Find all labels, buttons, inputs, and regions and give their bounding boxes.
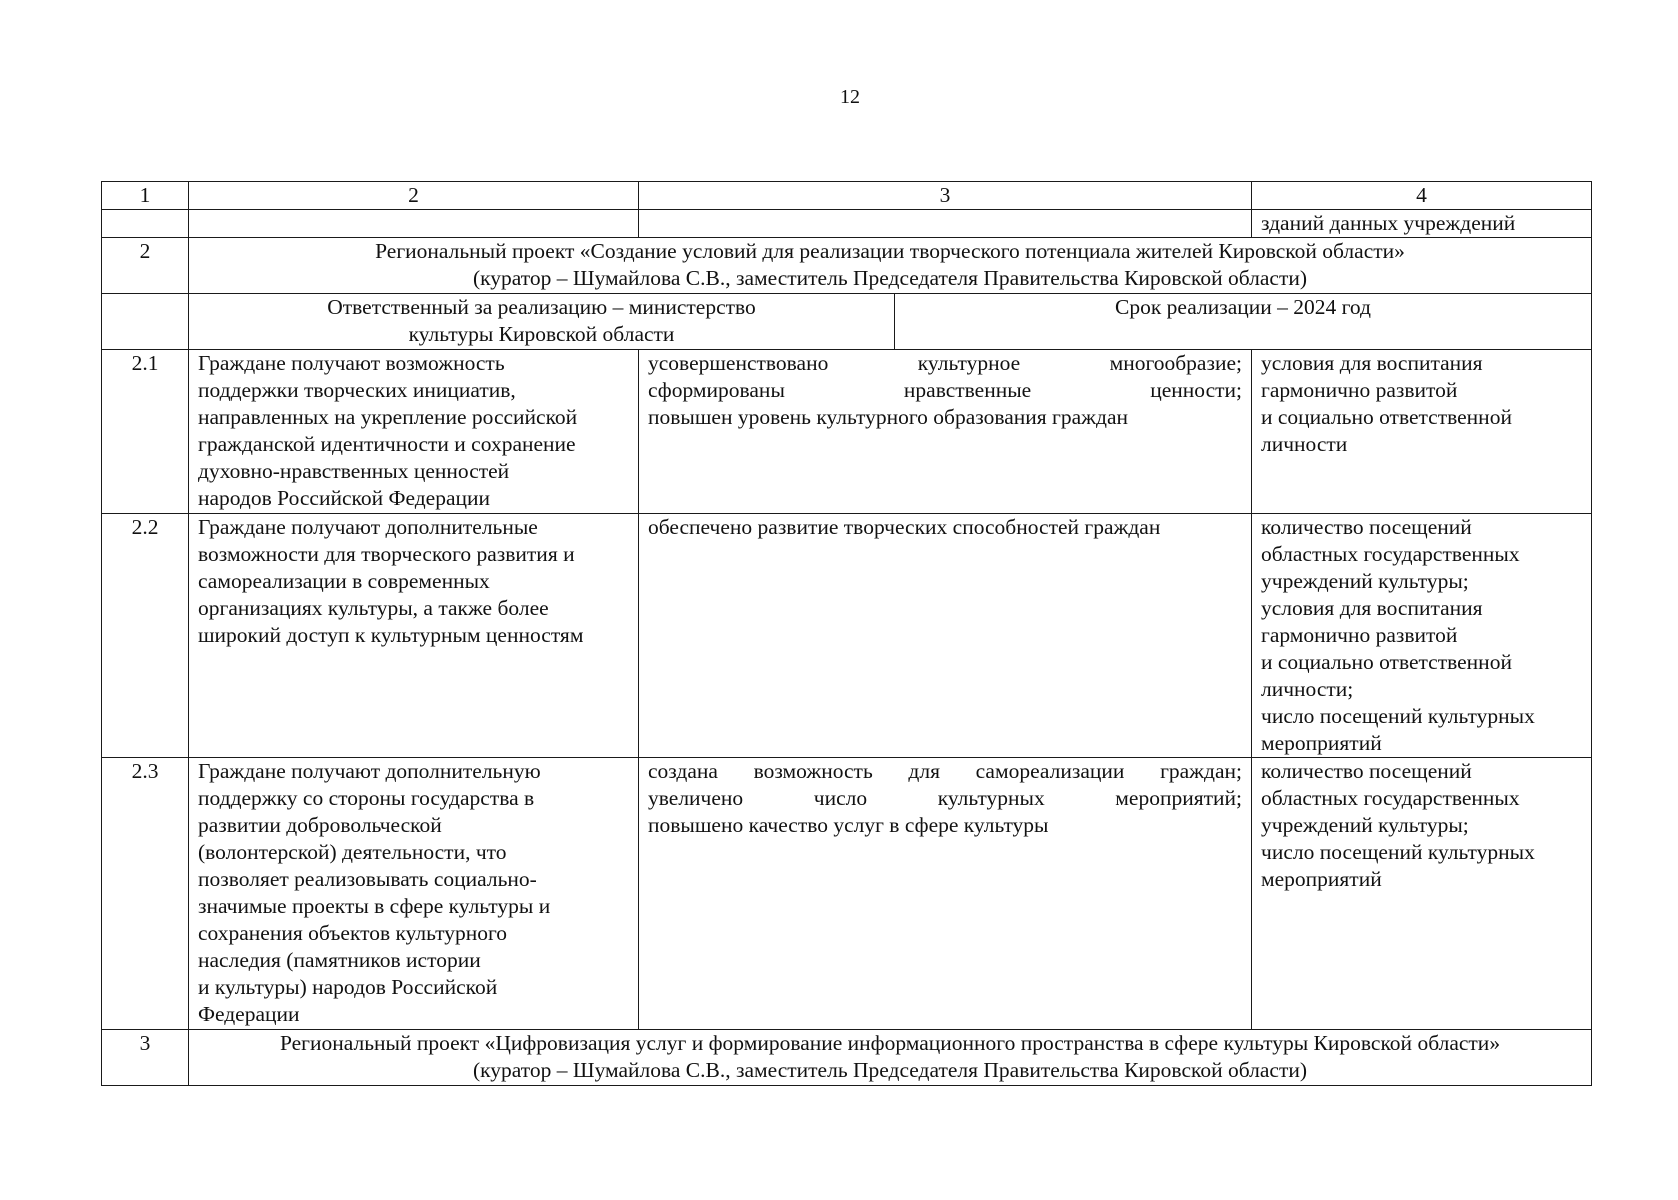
text-line: сформированы нравственные ценности; xyxy=(648,378,1242,402)
text-line: позволяет реализовывать социально- xyxy=(198,867,537,891)
text-line: условия для воспитания xyxy=(1261,596,1483,620)
project-3-number: 3 xyxy=(102,1030,189,1086)
continuation-row xyxy=(102,210,1592,238)
text-line: развитии добровольческой xyxy=(198,813,442,837)
text-line: поддержку со стороны государства в xyxy=(198,786,535,810)
text-line: учреждений культуры; xyxy=(1261,569,1469,593)
text-line: мероприятий xyxy=(1261,731,1382,755)
project-3-title-line-2: (куратор – Шумайлова С.В., заместитель Председателя Правительства Кировской области) xyxy=(472,1058,1308,1082)
text-line: Граждане получают дополнительные xyxy=(198,515,538,539)
responsible-line-2: культуры Кировской области xyxy=(408,322,675,346)
text-line: личности; xyxy=(1261,677,1354,701)
row-effect xyxy=(639,758,1252,1030)
text-line: гармонично развитой xyxy=(1261,378,1458,402)
continuation-col-4: зданий данных учреждений xyxy=(1252,210,1592,238)
row-number: 2.1 xyxy=(102,350,189,514)
row-result xyxy=(189,758,639,1030)
row-effect xyxy=(639,514,1252,758)
project-3-title xyxy=(189,1030,1592,1086)
text-line: мероприятий xyxy=(1261,867,1382,891)
project-2-title-line-2: (куратор – Шумайлова С.В., заместитель Председателя Правительства Кировской области) xyxy=(472,266,1308,290)
text-line: увеличено число культурных мероприятий; xyxy=(648,786,1242,810)
text-line: Федерации xyxy=(198,1002,300,1026)
text-line: количество посещений xyxy=(1261,759,1472,783)
text-line: повышено качество услуг в сфере культуры xyxy=(648,813,1049,837)
text-line: усовершенствовано культурное многообразие; xyxy=(648,351,1242,375)
continuation-col-2 xyxy=(189,210,639,238)
responsible-row-empty xyxy=(102,294,189,350)
continuation-col-1 xyxy=(102,210,189,238)
text-line: создана возможность для самореализации граждан; xyxy=(648,759,1242,783)
text-line: число посещений культурных xyxy=(1261,840,1535,864)
text-line: организациях культуры, а также более xyxy=(198,596,549,620)
text-line: гармонично развитой xyxy=(1261,623,1458,647)
text-line: Граждане получают возможность xyxy=(198,351,505,375)
row-effect xyxy=(639,350,1252,514)
text-line: и культуры) народов Российской xyxy=(198,975,498,999)
row-result xyxy=(189,514,639,758)
text-line: направленных на укрепление российской xyxy=(198,405,578,429)
text-line: наследия (памятников истории xyxy=(198,948,481,972)
responsible-cell xyxy=(189,294,895,350)
row-result xyxy=(189,350,639,514)
text-line: число посещений культурных xyxy=(1261,704,1535,728)
header-row xyxy=(102,182,1592,210)
text-line: количество посещений xyxy=(1261,515,1472,539)
responsible-line-1: Ответственный за реализацию – министерство xyxy=(327,295,756,319)
table-row xyxy=(102,514,1592,758)
row-indicator xyxy=(1252,350,1592,514)
project-3-title-line-1: Региональный проект «Цифровизация услуг и формирование информационного пространства в сфере культуры Кировской области» xyxy=(279,1031,1501,1055)
text-line: широкий доступ к культурным ценностям xyxy=(198,623,584,647)
text-line: областных государственных xyxy=(1261,542,1520,566)
text-line: и социально ответственной xyxy=(1261,405,1512,429)
text-line: повышен уровень культурного образования граждан xyxy=(648,405,1129,429)
row-number: 2.3 xyxy=(102,758,189,1030)
text-line: обеспечено развитие творческих способностей граждан xyxy=(648,515,1161,539)
text-line: (волонтерской) деятельности, что xyxy=(198,840,507,864)
header-col-3: 3 xyxy=(639,182,1252,210)
header-col-4: 4 xyxy=(1252,182,1592,210)
text-line: сохранения объектов культурного xyxy=(198,921,508,945)
text-line: поддержки творческих инициатив, xyxy=(198,378,516,402)
text-line: личности xyxy=(1261,432,1348,456)
text-line: Граждане получают дополнительную xyxy=(198,759,541,783)
project-3-row xyxy=(102,1030,1592,1086)
text-line: областных государственных xyxy=(1261,786,1520,810)
responsible-row xyxy=(102,294,1592,350)
project-2-number: 2 xyxy=(102,238,189,294)
results-table xyxy=(101,181,1592,1086)
table-row xyxy=(102,758,1592,1030)
text-line: условия для воспитания xyxy=(1261,351,1483,375)
text-line: народов Российской Федерации xyxy=(198,486,491,510)
continuation-col-3 xyxy=(639,210,1252,238)
header-col-1: 1 xyxy=(102,182,189,210)
header-col-2: 2 xyxy=(189,182,639,210)
text-line: самореализации в современных xyxy=(198,569,490,593)
text-line: духовно-нравственных ценностей xyxy=(198,459,510,483)
project-2-title-line-1: Региональный проект «Создание условий для реализации творческого потенциала жителей Кировской области» xyxy=(375,239,1405,263)
row-number: 2.2 xyxy=(102,514,189,758)
row-indicator xyxy=(1252,758,1592,1030)
text-line: возможности для творческого развития и xyxy=(198,542,575,566)
page-number: 12 xyxy=(840,86,860,108)
text-line: и социально ответственной xyxy=(1261,650,1512,674)
row-indicator xyxy=(1252,514,1592,758)
term-cell: Срок реализации – 2024 год xyxy=(895,294,1592,350)
project-2-title xyxy=(189,238,1592,294)
text-line: гражданской идентичности и сохранение xyxy=(198,432,576,456)
text-line: учреждений культуры; xyxy=(1261,813,1469,837)
project-2-row xyxy=(102,238,1592,294)
table-row xyxy=(102,350,1592,514)
text-line: значимые проекты в сфере культуры и xyxy=(198,894,551,918)
